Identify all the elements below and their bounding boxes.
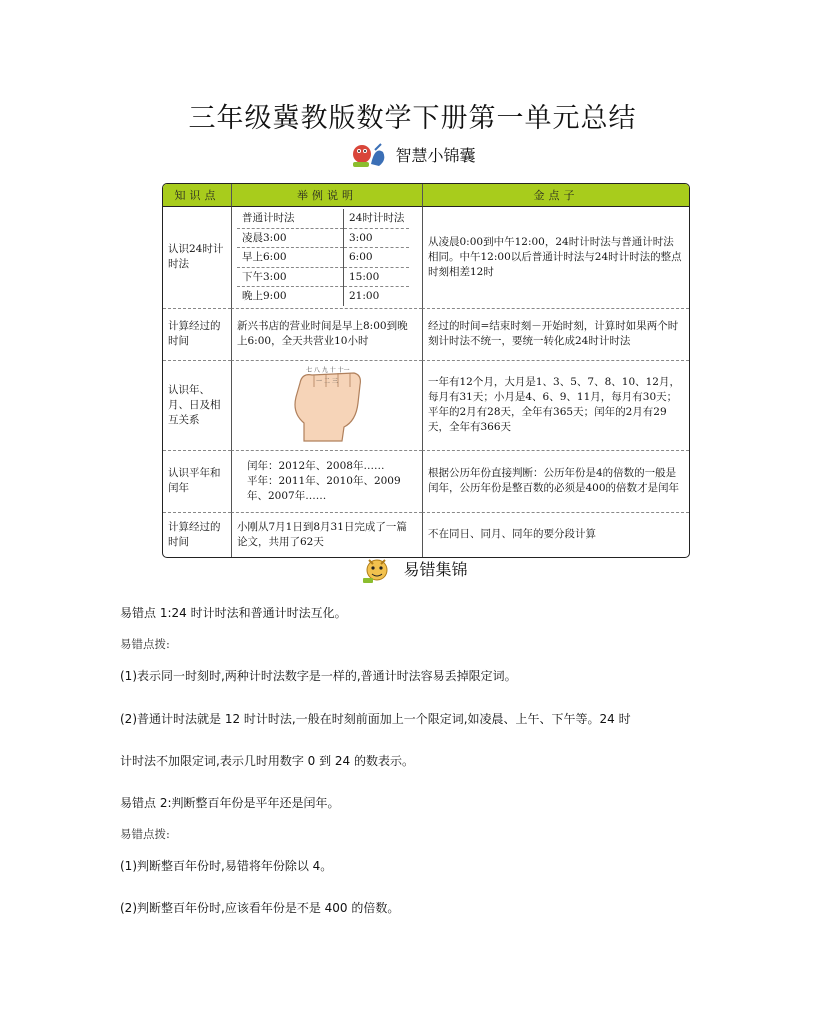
mini-cell: 21:00 [344,287,410,306]
mistake-point-1: 易错点 1:24 时计时法和普通计时法互化。 [120,606,347,620]
row-topic: 认识年、月、日及相互关系 [163,361,231,451]
mini-cell: 早上6:00 [237,248,344,268]
bag-mascot-icon [349,138,389,170]
leap-year-example: 闰年：2012年、2008年…… [247,459,385,472]
row-example: 小刚从7月1日到8月31日完成了一篇论文，共用了62天 [231,513,422,557]
row-example [231,207,422,309]
knowledge-summary-table [162,183,690,558]
svg-text:七 八 九 十 十一: 七 八 九 十 十一 [306,366,350,374]
header-example: 举例说明 [231,184,422,207]
page-title: 三年级冀教版数学下册第一单元总结 [188,103,637,134]
mini-cell: 凌晨3:00 [237,228,344,248]
mistake-hint-1-2-cont: 计时法不加限定词,表示几时用数字 0 到 24 的数表示。 [120,754,414,768]
mistake-hint-1-1: (1)表示同一时刻时,两种计时法数字是一样的,普通计时法容易丢掉限定词。 [120,669,517,683]
knuckle-month-hand-icon [282,363,372,443]
mistake-hint-2-2: (2)判断整百年份时,应该看年份是不是 400 的倍数。 [120,901,400,915]
mistake-hint-label: 易错点拨: [120,637,170,651]
mini-cell: 晚上9:00 [242,290,287,302]
row-topic: 计算经过的时间 [163,309,231,361]
row-tip: 根据公历年份直接判断：公历年份是4的倍数的一般是闰年，公历年份是整百数的必须是400的倍数才是闰年 [422,451,689,513]
mistake-hint-label: 易错点拨: [120,827,170,841]
time-comparison-table [237,209,409,306]
row-tip: 不在同日、同月、同年的要分段计算 [422,513,689,557]
table-row [163,207,689,309]
header-tip: 金点子 [422,184,689,207]
row-example [231,451,422,513]
svg-text:一 二 三: 一 二 三 [316,377,338,385]
row-tip: 从凌晨0:00到中午12:00，24时计时法与普通计时法相同。中午12:00以后普通计时法与24时计时法的整点时刻相差12时 [422,207,689,309]
mistake-hint-2-1: (1)判断整百年份时,易错将年份除以 4。 [120,859,333,873]
mistake-point-2: 易错点 2:判断整百年份是平年还是闰年。 [120,796,340,810]
table-row [163,309,689,361]
mini-cell: 15:00 [344,267,410,287]
row-topic: 认识平年和闰年 [163,451,231,513]
header-topic: 知识点 [163,184,231,207]
table-row [163,451,689,513]
mini-cell: 6:00 [344,248,410,268]
mistake-hint-1-2: (2)普通计时法就是 12 时计时法,一般在时刻前面加上一个限定词,如凌晨、上午、下午等。24 时 [120,712,631,726]
section-header-mistakes [0,552,825,584]
mini-cell: 下午3:00 [237,267,344,287]
mini-header-24h: 24时计时法 [344,209,410,228]
row-example-image [231,361,422,451]
mini-header-12h: 普通计时法 [237,209,344,228]
table-header-row [163,184,689,207]
mascot-icon [357,552,397,584]
row-tip: 经过的时间=结束时刻－开始时刻，计算时如果两个时刻计时法不统一，要统一转化成24时计时法 [422,309,689,361]
row-topic: 认识24时计时法 [163,207,231,309]
mini-cell: 3:00 [344,228,410,248]
row-topic: 计算经过的时间 [168,520,221,548]
table-row [163,361,689,451]
row-example: 新兴书店的营业时间是早上8:00到晚上6:00，全天共营业10小时 [231,309,422,361]
common-year-example: 平年：2011年、2010年、2009年、2007年…… [247,474,401,502]
section-header-tips [0,138,825,170]
section-title-tips: 智慧小锦囊 [395,145,476,165]
row-tip: 一年有12个月，大月是1、3、5、7、8、10、12月，每月有31天；小月是4、6、9、11月，每月有30天；平年的2月有28天，全年有365天；闰年的2月有29天，全年有366天 [422,361,689,451]
section-title-mistakes: 易错集锦 [403,559,468,579]
table-row [163,513,689,557]
